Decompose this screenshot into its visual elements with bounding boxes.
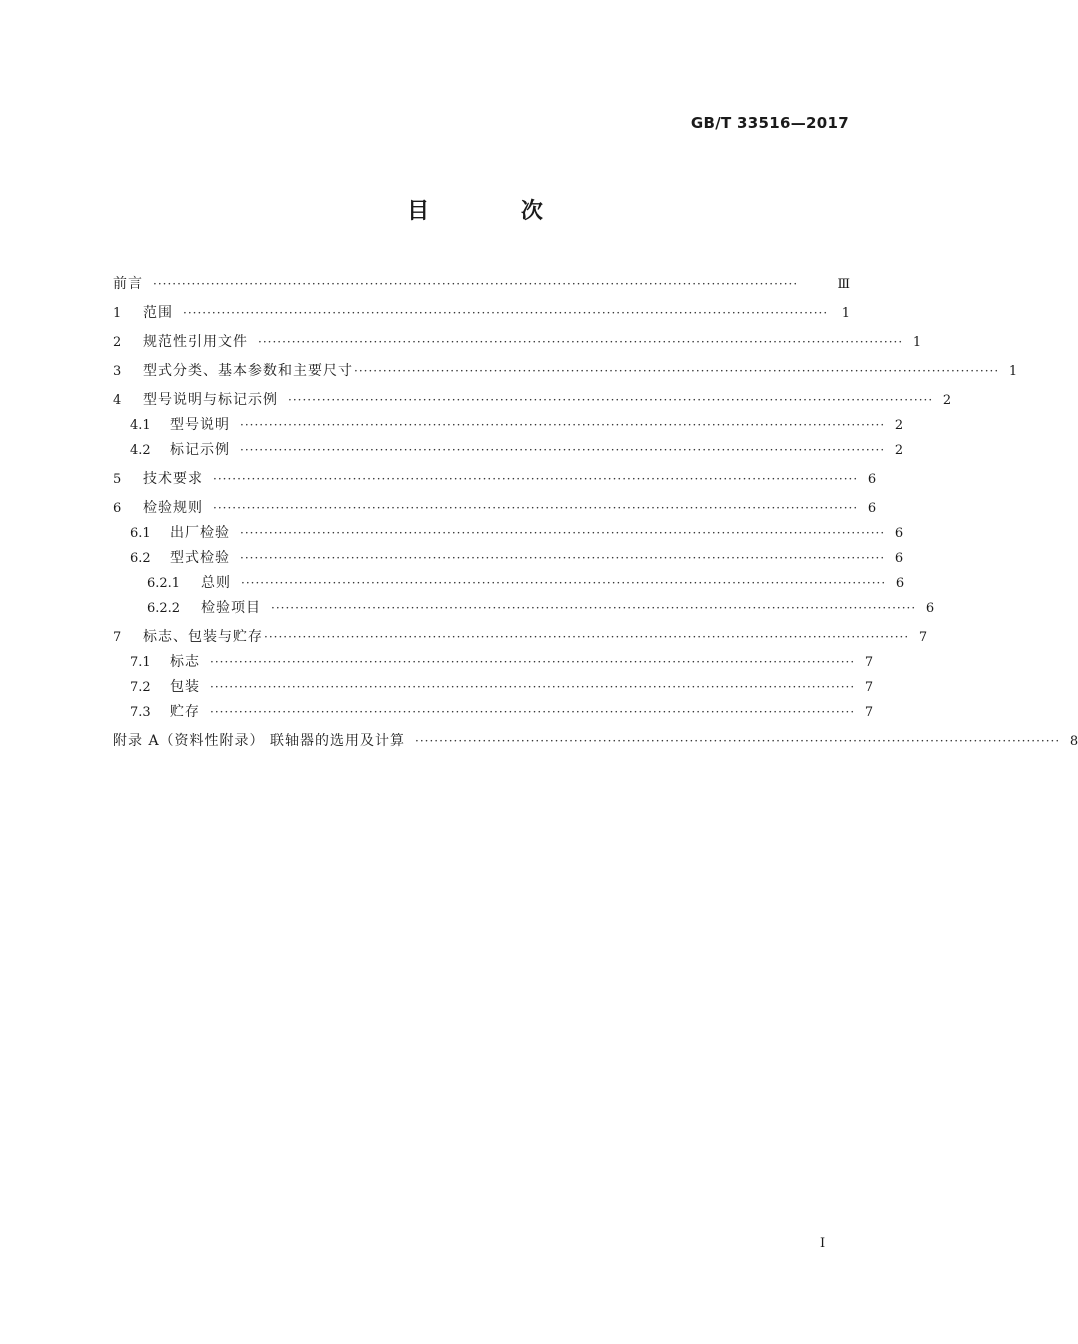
toc-label: 包装 [170, 679, 200, 695]
toc-number: 5 [113, 472, 122, 487]
toc-label: 标志、包装与贮存 [143, 629, 263, 645]
toc-leader: ······································································································································ [210, 705, 856, 719]
toc-entry-4[interactable] [113, 388, 952, 413]
toc-leader: ······································································································································ [240, 443, 886, 457]
toc-leader: ······································································································································ [240, 418, 886, 432]
toc-label: 范围 [143, 305, 173, 321]
toc-page: 7 [864, 680, 874, 695]
toc-number: 7.1 [130, 655, 151, 670]
toc-page: 2 [942, 393, 952, 408]
toc-label: 检验项目 [201, 600, 261, 616]
toc-number: 6.2 [130, 551, 151, 566]
toc-label: 型式分类、基本参数和主要尺寸 [143, 363, 353, 379]
toc-label: 标记示例 [170, 442, 230, 458]
toc-entry-foreword[interactable] [113, 272, 850, 297]
toc-number: 6.2.2 [147, 601, 181, 616]
toc-leader: ······································································································································ [264, 630, 910, 644]
toc-label: 贮存 [170, 704, 200, 720]
toc-entry-3[interactable] [113, 359, 1018, 384]
toc-label: 规范性引用文件 [143, 334, 248, 350]
toc-entry-2[interactable] [113, 330, 922, 355]
toc-leader: ······································································································································ [153, 277, 799, 291]
toc-label: 型号说明与标记示例 [143, 392, 278, 408]
toc-label: 技术要求 [143, 471, 203, 487]
page-title: 目 次 [407, 199, 585, 224]
toc-entry-5[interactable] [113, 467, 877, 492]
toc-page: 7 [864, 705, 874, 720]
toc-entry-4-2[interactable] [113, 438, 904, 463]
toc-leader: ······································································································································ [354, 364, 1000, 378]
toc-number: 1 [113, 306, 122, 321]
toc-leader: ······································································································································ [213, 501, 859, 515]
toc-page: 1 [912, 335, 922, 350]
toc-label: 总则 [201, 575, 231, 591]
toc-number: 2 [113, 335, 122, 350]
toc-leader: ······································································································································ [288, 393, 934, 407]
standard-number: GB/T 33516—2017 [690, 114, 849, 132]
toc-number: 7 [113, 630, 122, 645]
toc-entry-6-2[interactable] [113, 546, 904, 571]
toc-entry-1[interactable] [113, 301, 850, 326]
toc-page: 7 [918, 630, 928, 645]
toc-leader: ······································································································································ [241, 576, 887, 590]
toc-label: 型式检验 [170, 550, 230, 566]
toc-page: 7 [864, 655, 874, 670]
toc-leader: ······································································································································ [258, 335, 904, 349]
toc-entry-7-1[interactable] [113, 650, 874, 675]
toc-number: 4.1 [130, 418, 151, 433]
toc-page: 2 [894, 418, 904, 433]
toc-page: 6 [894, 551, 904, 566]
toc-label: 出厂检验 [170, 525, 230, 541]
toc-page: 1 [1008, 364, 1018, 379]
toc-number: 4.2 [130, 443, 151, 458]
toc-number: 6.1 [130, 526, 151, 541]
toc-entry-6-2-2[interactable] [113, 596, 935, 621]
toc-number: 7.2 [130, 680, 151, 695]
toc-leader: ······································································································································ [415, 734, 1061, 748]
toc-entry-6[interactable] [113, 496, 877, 521]
toc-leader: ······································································································································ [271, 601, 917, 615]
toc-label: 型号说明 [170, 417, 230, 433]
toc-leader: ······································································································································ [210, 655, 856, 669]
toc-page: 6 [867, 501, 877, 516]
toc-leader: ······································································································································ [213, 472, 859, 486]
toc-number: 7.3 [130, 705, 151, 720]
table-of-contents [113, 272, 1078, 754]
toc-page: 1 [841, 306, 850, 321]
toc-entry-6-1[interactable] [113, 521, 904, 546]
toc-page: 6 [894, 526, 904, 541]
toc-page: 2 [894, 443, 904, 458]
toc-number: 4 [113, 393, 122, 408]
toc-leader: ······································································································································ [240, 526, 886, 540]
toc-label: 标志 [170, 654, 200, 670]
toc-page: 6 [925, 601, 935, 616]
toc-entry-7-2[interactable] [113, 675, 874, 700]
toc-entry-4-1[interactable] [113, 413, 904, 438]
toc-entry-appendix-a[interactable] [113, 729, 1078, 754]
toc-number: 6.2.1 [147, 576, 181, 591]
toc-page: 6 [895, 576, 905, 591]
toc-label: 检验规则 [143, 500, 203, 516]
toc-leader: ······································································································································ [240, 551, 886, 565]
toc-page: 8 [1069, 734, 1078, 749]
toc-page: 6 [867, 472, 877, 487]
toc-label: 附录 A（资料性附录） 联轴器的选用及计算 [113, 733, 406, 749]
toc-entry-6-2-1[interactable] [113, 571, 905, 596]
toc-entry-7[interactable] [113, 625, 928, 650]
page-number: I [820, 1236, 826, 1251]
toc-number: 3 [113, 364, 122, 379]
toc-page: Ⅲ [837, 277, 850, 292]
toc-leader: ······································································································································ [183, 306, 829, 320]
toc-leader: ······································································································································ [210, 680, 856, 694]
toc-entry-7-3[interactable] [113, 700, 874, 725]
toc-label: 前言 [113, 276, 143, 292]
toc-number: 6 [113, 501, 122, 516]
